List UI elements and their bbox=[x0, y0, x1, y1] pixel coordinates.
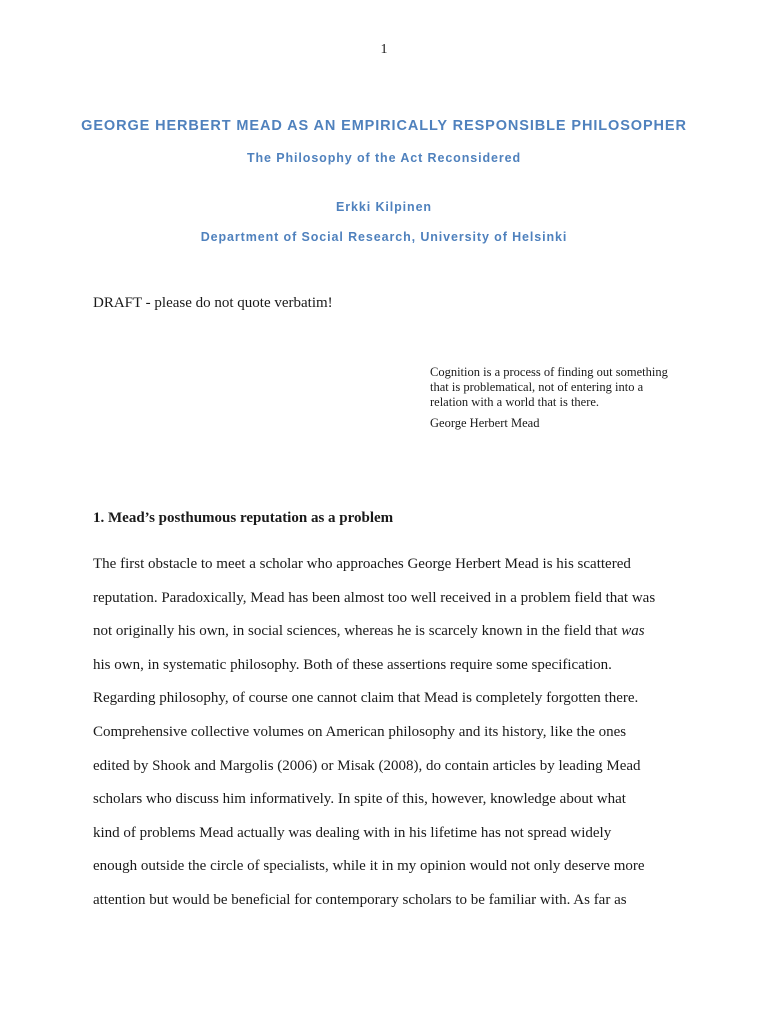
body-line: scholars who discuss him informatively. In spite of this, however, knowledge about what bbox=[93, 791, 626, 808]
body-line: enough outside the circle of specialists, while it in my opinion would not only deserve more bbox=[93, 858, 645, 875]
body-line: Regarding philosophy, of course one cannot claim that Mead is completely forgotten there. bbox=[93, 690, 639, 707]
epigraph-quote: Cognition is a process of finding out something that is problematical, not of entering into a relation with a world that is there. bbox=[430, 365, 668, 409]
body-line: his own, in systematic philosophy. Both of these assertions require some specification. bbox=[93, 656, 612, 673]
epigraph bbox=[430, 365, 670, 431]
emphasized-word: was bbox=[621, 623, 645, 640]
body-line: attention but would be beneficial for contemporary scholars to be familiar with. As far as bbox=[93, 891, 627, 908]
body-line: The first obstacle to meet a scholar who approaches George Herbert Mead is his scattered bbox=[93, 556, 631, 572]
body-line: Comprehensive collective volumes on American philosophy and its history, like the ones bbox=[93, 723, 627, 740]
author-name: Erkki Kilpinen bbox=[336, 200, 432, 214]
page-number: 1 bbox=[380, 42, 388, 57]
epigraph-attribution: George Herbert Mead bbox=[430, 416, 540, 430]
body-line: kind of problems Mead actually was dealing with in his lifetime has not spread widely bbox=[93, 824, 612, 841]
document-title: GEORGE HERBERT MEAD AS AN EMPIRICALLY RESPONSIBLE PHILOSOPHER bbox=[81, 118, 687, 134]
draft-notice: DRAFT - please do not quote verbatim! bbox=[93, 295, 333, 311]
author-affiliation: Department of Social Research, University of Helsinki bbox=[200, 230, 568, 244]
body-line: edited by Shook and Margolis (2006) or Misak (2008), do contain articles by leading Mead bbox=[93, 757, 641, 774]
body-line bbox=[93, 621, 693, 655]
body-line: reputation. Paradoxically, Mead has been almost too well received in a problem field that was bbox=[93, 589, 656, 606]
body-paragraph bbox=[93, 554, 693, 924]
body-line-text: not originally his own, in social sciences, whereas he is scarcely known in the field that bbox=[93, 623, 622, 640]
section-heading: 1. Mead’s posthumous reputation as a problem bbox=[93, 510, 394, 526]
document-subtitle: The Philosophy of the Act Reconsidered bbox=[246, 151, 522, 165]
